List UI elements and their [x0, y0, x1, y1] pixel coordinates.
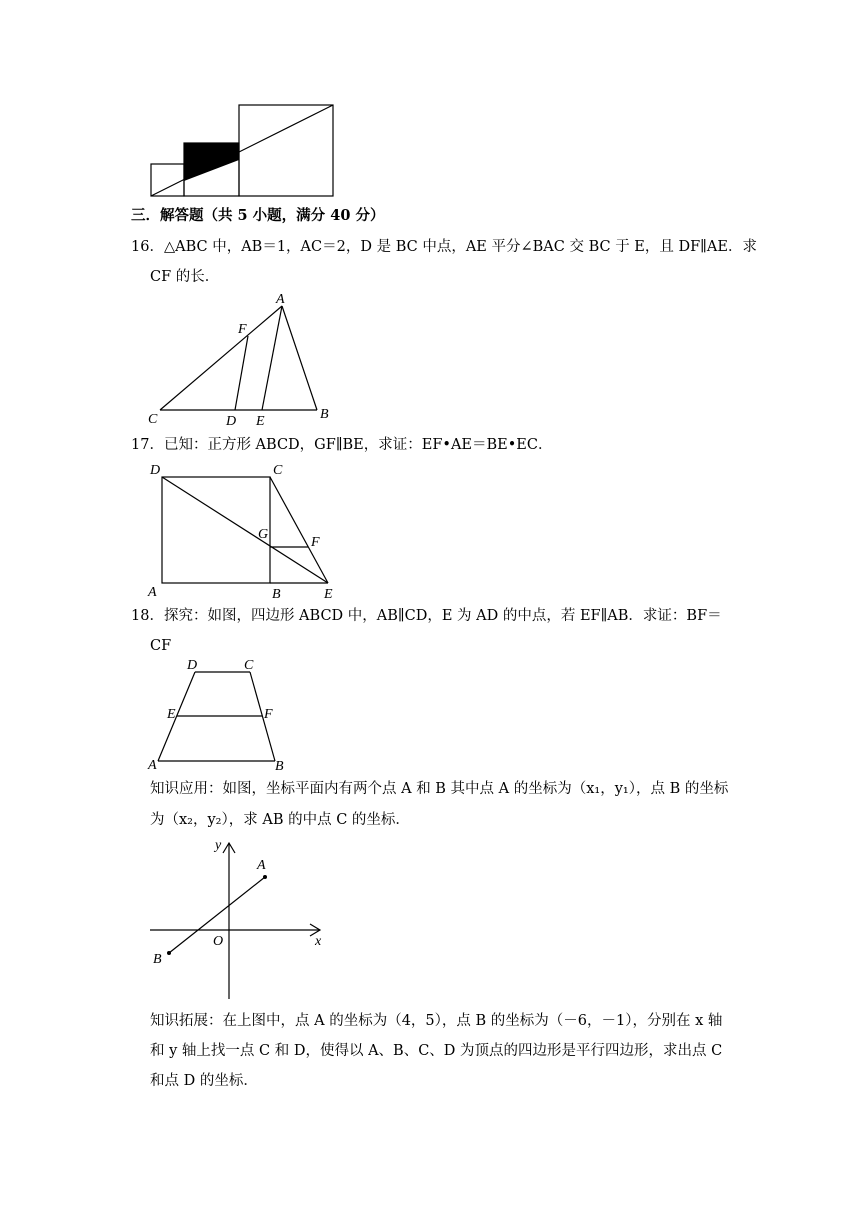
label-b: B [275, 759, 284, 773]
label-d: D [226, 414, 237, 428]
q17-text-line1: 17．已知：正方形 ABCD，GF∥BE，求证：EF•AE＝BE•EC． [131, 437, 553, 453]
side-ca [160, 306, 282, 410]
apply-text-line2: 为（x₂，y₂），求 AB 的中点 C 的坐标． [150, 812, 410, 828]
label-f: F [311, 535, 320, 550]
label-b: B [272, 587, 281, 602]
label-f: F [238, 322, 247, 337]
square-abcd [162, 477, 270, 583]
label-b: B [153, 952, 162, 967]
label-x: x [315, 934, 322, 949]
label-f: F [264, 707, 273, 722]
q16-triangle-figure [140, 288, 345, 428]
segment-ae [262, 306, 282, 410]
label-a: A [276, 292, 285, 307]
q18-trapezoid-figure [140, 655, 285, 773]
line-ce [270, 477, 328, 583]
extend-text-line2: 和 y 轴上找一点 C 和 D，使得以 A、B、C、D 为顶点的四边形是平行四边形，求出点 C [150, 1043, 723, 1059]
label-e: E [256, 414, 265, 428]
side-ab [282, 306, 317, 410]
small-square [151, 164, 184, 196]
label-y: y [215, 838, 222, 853]
label-a: A [148, 758, 157, 773]
line-de [162, 477, 328, 583]
q18-text-line1: 18．探究：如图，四边形 ABCD 中，AB∥CD，E 为 AD 的中点，若 EF∥AB．求证：BF＝ [131, 608, 722, 624]
label-b: B [320, 407, 329, 422]
label-g: G [258, 527, 269, 542]
label-e: E [324, 587, 333, 602]
apply-text-line1: 知识应用：如图，坐标平面内有两个点 A 和 B 其中点 A 的坐标为（x₁，y₁），点 B 的坐标 [150, 781, 729, 797]
diagonal-line [151, 105, 333, 196]
coordinate-figure [145, 833, 345, 1003]
extend-text-line3: 和点 D 的坐标． [150, 1073, 258, 1089]
label-d: D [187, 658, 198, 673]
label-e: E [167, 707, 176, 722]
label-a: A [257, 858, 266, 873]
segment-df [235, 336, 248, 410]
q16-text-line2: CF 的长． [150, 269, 220, 285]
point-a [263, 875, 267, 879]
label-c: C [244, 658, 254, 673]
label-c: C [273, 463, 283, 478]
large-square [239, 105, 333, 196]
q16-text-line1: 16．△ABC 中，AB＝1，AC＝2，D 是 BC 中点，AE 平分∠BAC 交 BC 于 E，且 DF∥AE．求 [131, 239, 757, 255]
label-c: C [148, 412, 158, 427]
point-b [167, 951, 171, 955]
label-a: A [148, 585, 157, 600]
squares-figure [145, 100, 340, 200]
section-heading: 三．解答题（共 5 小题，满分 40 分） [131, 207, 385, 224]
label-o: O [213, 934, 224, 949]
extend-text-line1: 知识拓展：在上图中，点 A 的坐标为（4，5），点 B 的坐标为（－6，－1），分别在 x 轴 [150, 1013, 723, 1029]
q18-text-line2: CF [150, 638, 172, 654]
q17-square-figure [140, 458, 350, 603]
label-d: D [150, 463, 161, 478]
